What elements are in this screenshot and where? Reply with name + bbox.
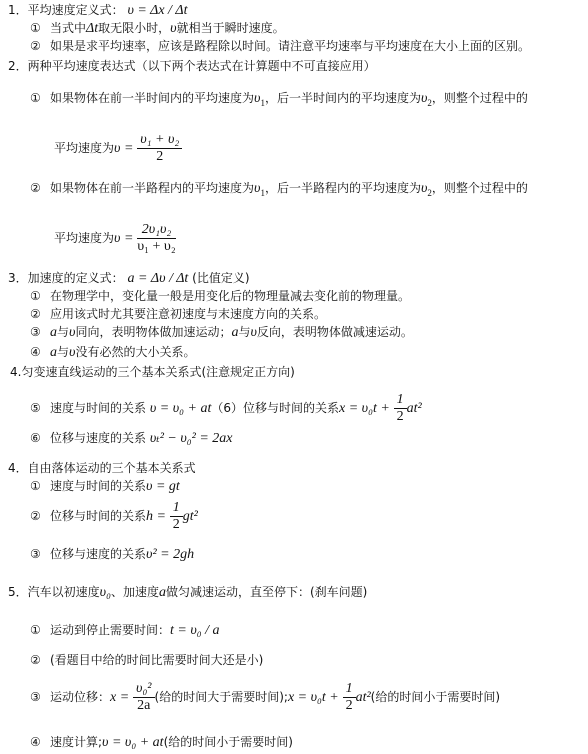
section-number: 1． — [8, 3, 28, 17]
section-4a-heading: 4.匀变速直线运动的三个基本关系式(注意规定正方向) — [10, 365, 295, 379]
section-title: 平均速度定义式： — [27, 3, 124, 17]
section-5-heading: 5．汽车以初速度υ₀、加速度a做匀减速运动，直至停下：(刹车问题) — [8, 585, 368, 600]
s5-item-3: ③ 运动位移：x = $\frac{\text{υ₀²}}{2a}$ (给的时间大于需要时间);x = υ₀t + $\frac{1}{2}$ at²(给的时间小于需要时间) — [30, 681, 501, 713]
s4a-item-5: ⑤ 速度与时间的关系 υ = υ₀ + at（6）位移与时间的关系x = υ₀t + $\frac{1}{2}$ at² — [30, 392, 422, 424]
s2-item-2: ② 如果物体在前一半路程内的平均速度为$\upsilon_1$，后一半路程内的平均速度为$\upsilon_2$，则整个过程中的 — [30, 181, 528, 198]
s3-item-2: ② 应用该式时尤其要注意初速度与末速度方向的关系。 — [30, 307, 327, 321]
s5-item-4: ④ 速度计算;υ = υ₀ + at(给的时间小于需要时间) — [30, 735, 293, 750]
fraction: $\frac{\text{υ₁ + υ₂}}{2}$ — [137, 132, 182, 165]
s3-item-1: ① 在物理学中，变化量一般是用变化后的物理量减去变化前的物理量。 — [30, 289, 411, 303]
formula: υ = Δx / Δt — [127, 3, 188, 18]
s1-item-1: ① 当式中Δt取无限小时，υ就相当于瞬时速度。 — [30, 21, 285, 36]
section-1-heading — [8, 2, 188, 19]
section-3-heading: 3．加速度的定义式： a = Δυ / Δt (比值定义) — [8, 271, 250, 286]
s2-item-1: ① 如果物体在前一半时间内的平均速度为$\upsilon_1$，后一半时间内的平均速度为$\upsilon_2$，则整个过程中的 — [30, 91, 528, 108]
s3-item-3: ③ a与υ同向，表明物体做加速运动；a与υ反向，表明物体做减速运动。 — [30, 325, 413, 340]
s2-formula-2: 平均速度为υ = $\frac{\text{2υ₁υ₂}}{\text{υ₁ + υ₂}}$ — [54, 222, 176, 254]
fraction: $\frac{\text{2υ₁υ₂}}{\text{υ₁ + υ₂}}$ — [137, 222, 176, 254]
s5-item-1: ① 运动到停止需要时间：t = υ₀ / a — [30, 623, 220, 638]
s1-item-2: ② 如果是求平均速率，应该是路程除以时间。请注意平均速率与平均速度在大小上面的区别。 — [30, 39, 531, 53]
s4b-item-1: ① 速度与时间的关系υ = gt — [30, 479, 180, 494]
s4a-item-6: ⑥ 位移与速度的关系 υₜ² − υ₀² = 2ax — [30, 431, 233, 446]
s5-item-2: ② (看题目中给的时间比需要时间大还是小) — [30, 653, 264, 667]
s4b-item-2: ② 位移与时间的关系h = $\frac{1}{2}$ gt² — [30, 500, 198, 532]
section-4b-heading: 4．自由落体运动的三个基本关系式 — [8, 461, 196, 475]
s3-item-4: ④ a与υ没有必然的大小关系。 — [30, 345, 196, 360]
section-2-heading: 2．两种平均速度表达式（以下两个表达式在计算题中不可直接应用） — [8, 59, 376, 73]
s4b-item-3: ③ 位移与速度的关系υ² = 2gh — [30, 547, 195, 562]
s2-formula-1: 平均速度为υ = $\frac{\text{υ₁ + υ₂}}{2}$ — [54, 128, 182, 169]
